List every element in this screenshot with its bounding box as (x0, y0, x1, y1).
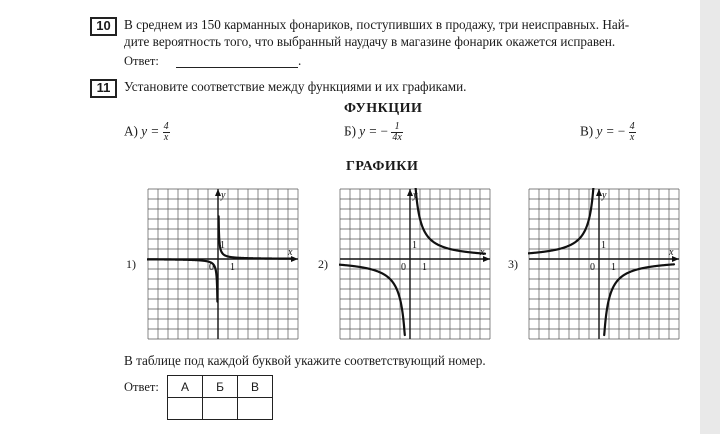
task-10-answer-label: Ответ: (124, 54, 159, 68)
graph-2-label: 2) (318, 257, 328, 271)
graph-1-label: 1) (126, 257, 136, 271)
y-axis-label: y (602, 190, 607, 201)
function-c-denominator: x (629, 132, 635, 143)
graph-1 (147, 188, 299, 340)
unit-y-label: 1 (220, 240, 225, 251)
function-c-fraction (629, 122, 636, 143)
task-11-answer-label: Ответ: (124, 380, 159, 394)
y-axis-label: y (413, 190, 418, 201)
grid-lines (529, 189, 679, 339)
function-b-denominator: 4x (392, 132, 402, 143)
function-a-letter: А) (124, 123, 138, 139)
unit-x-label: 1 (611, 262, 616, 273)
hyperbola-left-branch (339, 264, 405, 335)
unit-y-label: 1 (601, 240, 606, 251)
graph-3-label: 3) (508, 257, 518, 271)
answer-header-b: Б (203, 376, 238, 398)
x-axis-label: x (669, 247, 674, 258)
left-margin (0, 0, 95, 434)
function-c (580, 122, 636, 143)
functions-heading: ФУНКЦИИ (344, 101, 423, 116)
origin-label: 0 (209, 262, 214, 273)
graphs-heading: ГРАФИКИ (346, 159, 419, 174)
task-11-number: 11 (90, 79, 117, 98)
function-c-lhs: y = (596, 123, 615, 139)
answer-table-header-row (168, 376, 273, 398)
function-a-fraction (163, 122, 170, 143)
function-b-lhs: y = (359, 123, 378, 139)
hyperbola-left-branch (147, 259, 217, 301)
answer-header-c: В (238, 376, 273, 398)
function-b-numerator: 1 (391, 122, 402, 133)
answer-table-value-row (168, 398, 273, 420)
function-b-fraction (391, 122, 402, 143)
answer-cell-a[interactable] (168, 398, 203, 420)
task-10-text-line1: В среднем из 150 карманных фонариков, поступивших в продажу, три неисправных. Най- (124, 17, 630, 32)
unit-y-label: 1 (412, 240, 417, 251)
origin-label: 0 (590, 262, 595, 273)
function-b (344, 122, 403, 143)
unit-x-label: 1 (422, 262, 427, 273)
grid-lines (148, 189, 298, 339)
task-10-answer-period: . (298, 53, 302, 68)
hyperbola-left-branch (528, 188, 594, 254)
x-axis-label: x (480, 247, 485, 258)
x-axis-label: x (288, 247, 293, 258)
function-b-letter: Б) (344, 123, 356, 139)
right-scroll-area (700, 0, 720, 434)
answer-header-a: А (168, 376, 203, 398)
task-10-text-line2: дите вероятность того, что выбранный наудачу в магазине фонарик окажется исправен. (124, 34, 616, 49)
graph-3 (528, 188, 680, 340)
grid-lines (340, 189, 490, 339)
task-11-text: Установите соответствие между функциями и их графиками. (124, 79, 467, 94)
task-10-number: 10 (90, 17, 117, 36)
function-c-letter: В) (580, 123, 594, 139)
graph-2 (339, 188, 491, 340)
function-a-lhs: y = (141, 123, 160, 139)
answer-table (167, 375, 273, 420)
task-10-answer-field[interactable] (176, 67, 298, 68)
function-a (124, 122, 170, 143)
unit-x-label: 1 (230, 262, 235, 273)
answer-cell-b[interactable] (203, 398, 238, 420)
function-a-denominator: x (163, 132, 169, 143)
function-b-sign: − (380, 123, 389, 139)
y-axis-label: y (221, 190, 226, 201)
function-c-sign: − (617, 123, 626, 139)
function-c-numerator: 4 (629, 121, 635, 132)
function-a-numerator: 4 (163, 121, 169, 132)
hyperbola-right-branch (219, 216, 293, 258)
table-instruction: В таблице под каждой буквой укажите соответствующий номер. (124, 353, 486, 368)
answer-cell-c[interactable] (238, 398, 273, 420)
origin-label: 0 (401, 262, 406, 273)
